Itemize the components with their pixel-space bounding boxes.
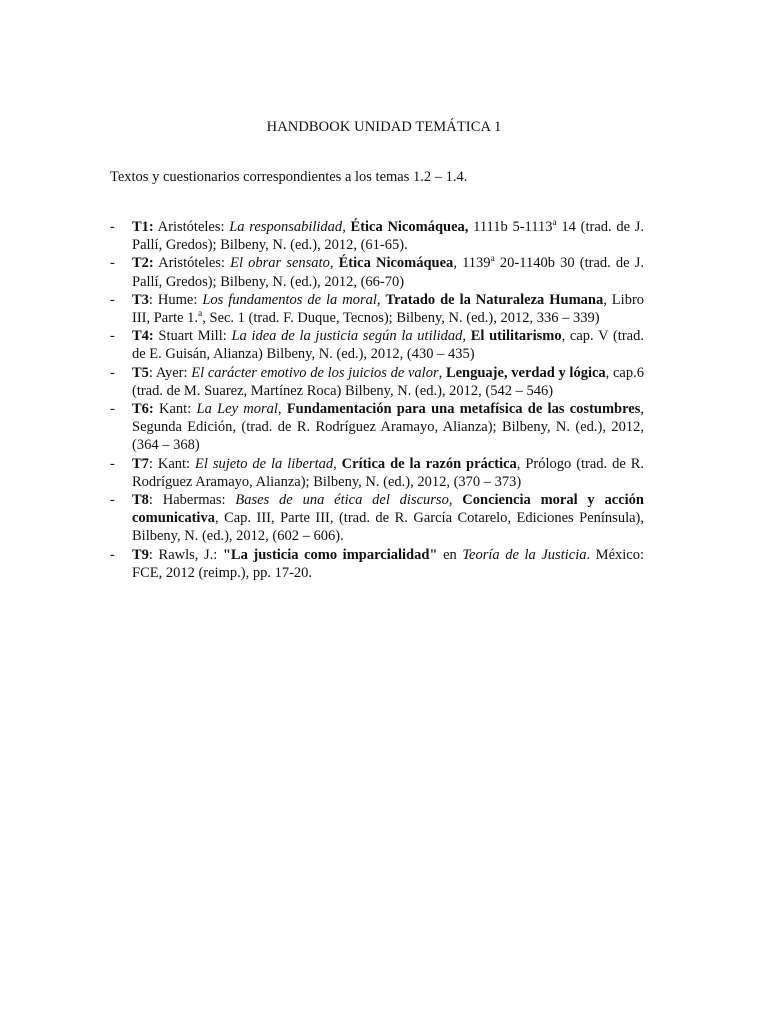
list-bullet: - xyxy=(110,546,115,563)
list-bullet: - xyxy=(110,455,115,472)
reference-book-title: Ética Nicomáquea xyxy=(338,255,454,272)
reference-separator: , xyxy=(329,255,339,272)
reference-author: Aristóteles: xyxy=(153,219,230,235)
reference-details: 1111b 5-1113 xyxy=(468,219,553,235)
reference-details: , Cap. III, Parte III, (trad. de R. García Cotarelo, Ediciones Península), Bilbeny, N. (ed.), 2012, (602 – 606). xyxy=(132,510,644,545)
reference-book-title: Teoría de la Justicia xyxy=(462,546,587,563)
reference-item xyxy=(110,400,644,455)
reference-author: : Kant: xyxy=(148,455,196,472)
reference-work-title: La Ley moral xyxy=(196,401,278,418)
reference-details: , Libro III, Parte 1. xyxy=(132,291,645,327)
reference-author: Stuart Mill: xyxy=(153,328,232,345)
reference-item-t9 xyxy=(110,546,644,582)
reference-code: T4: xyxy=(132,328,154,345)
reference-author: : Hume: xyxy=(148,291,203,308)
reference-list xyxy=(110,218,644,582)
reference-work-title: El carácter emotivo de los juicios de valor xyxy=(191,364,439,381)
reference-separator: , xyxy=(448,492,463,509)
reference-item xyxy=(110,218,644,254)
reference-item xyxy=(110,327,644,363)
reference-details: , cap.6 (trad. de M. Suarez, Martínez Roca) Bilbeny, N. (ed.), 2012, (542 – 546) xyxy=(132,364,644,399)
reference-details: . México: FCE, 2012 (reimp.), pp. 17-20. xyxy=(132,546,644,581)
reference-item xyxy=(110,254,644,290)
reference-details-tail: 14 (trad. de J. Pallí, Gredos); Bilbeny, N. (ed.), 2012, (61-65). xyxy=(132,219,645,254)
reference-work-title: El obrar sensato xyxy=(230,255,330,272)
reference-item xyxy=(110,455,644,491)
reference-details: , Prólogo (trad. de R. Rodríguez Aramayo, Alianza); Bilbeny, N. (ed.), 2012, (370 – 373) xyxy=(132,455,645,490)
list-bullet: - xyxy=(110,401,115,418)
reference-item xyxy=(110,364,644,400)
reference-work-title: Bases de una ética del discurso xyxy=(235,492,449,509)
reference-item xyxy=(110,291,644,327)
reference-author: : Rawls, J.: xyxy=(148,546,223,563)
reference-separator: , xyxy=(333,455,342,472)
reference-author: Aristóteles: xyxy=(153,255,231,272)
reference-author: : Ayer: xyxy=(148,364,192,381)
reference-details: , cap. V (trad. de E. Guisán, Alianza) Bilbeny, N. (ed.), 2012, (430 – 435) xyxy=(132,328,644,363)
reference-book-title: Ética Nicomáquea, xyxy=(350,219,469,235)
document-title: HANDBOOK UNIDAD TEMÁTICA 1 xyxy=(266,119,502,135)
reference-details: , Segunda Edición, (trad. de R. Rodríguez Aramayo, Alianza); Bilbeny, N. (ed.), 2012, (364 – 368) xyxy=(132,401,644,454)
reference-book-title: Fundamentación para una metafísica de las costumbres xyxy=(286,401,641,418)
reference-code: T8 xyxy=(132,492,149,509)
reference-details-tail: , Sec. 1 (trad. F. Duque, Tecnos); Bilbeny, N. (ed.), 2012, 336 – 339) xyxy=(202,310,600,327)
reference-superscript: a xyxy=(552,218,557,229)
reference-code: T1: xyxy=(132,219,154,235)
reference-book-title: Crítica de la razón práctica xyxy=(341,455,517,472)
reference-code: T5 xyxy=(132,364,149,381)
list-bullet: - xyxy=(110,328,115,345)
reference-code: T6: xyxy=(132,401,154,418)
reference-code: T3 xyxy=(132,291,149,308)
reference-connector: en xyxy=(437,546,463,563)
reference-code: T9 xyxy=(132,546,149,563)
reference-book-title: Lenguaje, verdad y lógica xyxy=(445,364,606,381)
reference-separator: , xyxy=(277,401,287,418)
reference-separator: , xyxy=(342,219,351,235)
reference-item xyxy=(110,491,644,546)
reference-details: , 1139 xyxy=(453,255,491,272)
reference-code: T2: xyxy=(132,255,154,272)
reference-chapter-title: "La justicia como imparcialidad" xyxy=(222,546,438,563)
reference-author: : Habermas: xyxy=(148,492,236,509)
list-bullet: - xyxy=(110,492,115,509)
reference-book-title: Tratado de la Naturaleza Humana xyxy=(385,291,604,308)
reference-details-tail: 20-1140b 30 (trad. de J. Pallí, Gredos); Bilbeny, N. (ed.), 2012, (66-70) xyxy=(132,255,645,290)
reference-superscript: a xyxy=(198,309,203,320)
reference-book-title: Conciencia moral y acción comunicativa xyxy=(132,492,644,527)
reference-separator: , xyxy=(438,364,446,381)
list-bullet: - xyxy=(110,291,115,308)
reference-work-title: La idea de la justicia según la utilidad, xyxy=(231,328,467,345)
reference-work-title: El sujeto de la libertad xyxy=(195,455,334,472)
reference-superscript: a xyxy=(490,254,495,265)
list-bullet: - xyxy=(110,255,115,272)
reference-book-title: El utilitarismo xyxy=(470,328,562,345)
reference-code: T7 xyxy=(132,455,149,472)
reference-author: Kant: xyxy=(153,401,197,418)
intro-text: Textos y cuestionarios correspondientes a los temas 1.2 – 1.4. xyxy=(110,169,468,185)
reference-work-title: Los fundamentos de la moral xyxy=(202,291,377,308)
reference-work-title: La responsabilidad xyxy=(229,219,343,235)
list-bullet: - xyxy=(110,364,115,381)
reference-separator: , xyxy=(376,291,386,308)
list-bullet: - xyxy=(110,219,115,235)
